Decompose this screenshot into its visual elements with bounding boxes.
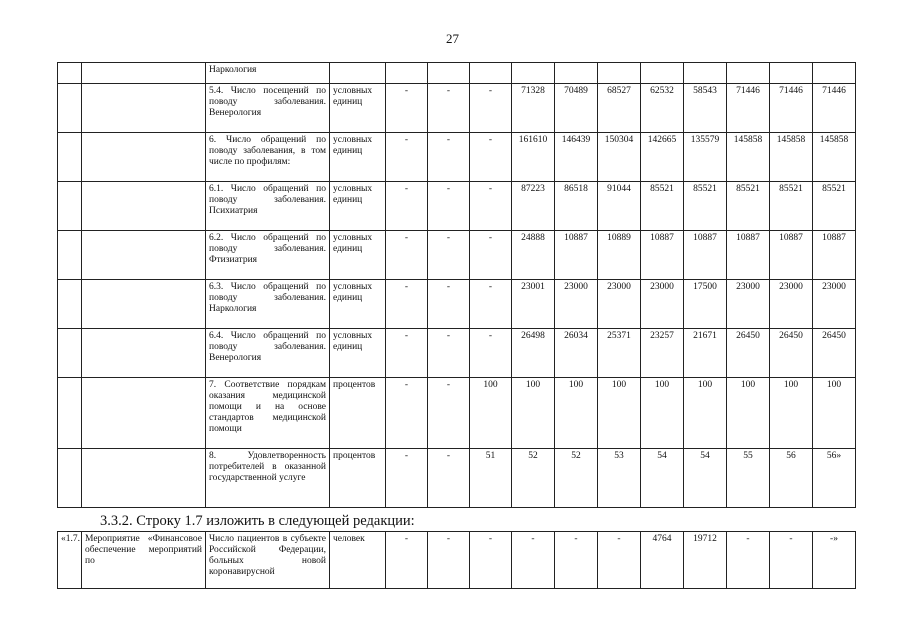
- value-cell: 145858: [813, 133, 856, 182]
- row-number-cell: [58, 449, 82, 508]
- value-cell: [470, 63, 512, 84]
- value-cell: -: [386, 378, 428, 449]
- value-cell: -: [386, 133, 428, 182]
- table-row: [58, 182, 856, 231]
- measure-cell: [82, 133, 206, 182]
- value-cell: 100: [555, 378, 598, 449]
- value-cell: -: [428, 182, 470, 231]
- value-cell: 85521: [641, 182, 684, 231]
- value-cell: 26450: [770, 329, 813, 378]
- value-cell: 145858: [727, 133, 770, 182]
- value-cell: 54: [684, 449, 727, 508]
- value-cell: 71446: [770, 84, 813, 133]
- value-cell: -: [386, 329, 428, 378]
- measure-cell: [82, 280, 206, 329]
- value-cell: 23257: [641, 329, 684, 378]
- measure-cell: [82, 449, 206, 508]
- measure-cell: [82, 378, 206, 449]
- row-number: «1.7.: [58, 532, 82, 589]
- measure-cell: [82, 63, 206, 84]
- value-cell: 26450: [727, 329, 770, 378]
- value-cell: 19712: [684, 532, 727, 589]
- value-cell: 146439: [555, 133, 598, 182]
- indicator-name: 6.2. Число обращений по поводу заболевания. Фтизиатрия: [206, 231, 330, 280]
- value-cell: 58543: [684, 84, 727, 133]
- value-cell: 100: [813, 378, 856, 449]
- value-cell: 100: [470, 378, 512, 449]
- indicator-name: 8. Удовлетворенность потребителей в оказанной государственной услуге: [206, 449, 330, 508]
- row-number-cell: [58, 63, 82, 84]
- table-row: [58, 63, 856, 84]
- value-cell: -: [770, 532, 813, 589]
- unit: процентов: [330, 378, 386, 449]
- value-cell: 100: [727, 378, 770, 449]
- unit: процентов: [330, 449, 386, 508]
- measure-row-1-7: [58, 532, 856, 589]
- value-cell: 91044: [598, 182, 641, 231]
- value-cell: 142665: [641, 133, 684, 182]
- value-cell: 100: [512, 378, 555, 449]
- value-cell: -: [470, 84, 512, 133]
- value-cell: 10887: [813, 231, 856, 280]
- value-cell: -: [428, 280, 470, 329]
- value-cell: 10887: [555, 231, 598, 280]
- value-cell: 10887: [727, 231, 770, 280]
- value-cell: 17500: [684, 280, 727, 329]
- value-cell: 23000: [770, 280, 813, 329]
- value-cell: -: [428, 378, 470, 449]
- indicator-name: 5.4. Число посещений по поводу заболевания. Венерология: [206, 84, 330, 133]
- value-cell: 54: [641, 449, 684, 508]
- value-cell: [598, 63, 641, 84]
- value-cell: -: [386, 84, 428, 133]
- value-cell: 85521: [813, 182, 856, 231]
- value-cell: 52: [512, 449, 555, 508]
- value-cell: 56»: [813, 449, 856, 508]
- value-cell: 161610: [512, 133, 555, 182]
- row-number-cell: [58, 378, 82, 449]
- value-cell: -»: [813, 532, 856, 589]
- value-cell: 25371: [598, 329, 641, 378]
- value-cell: 21671: [684, 329, 727, 378]
- value-cell: [727, 63, 770, 84]
- value-cell: -: [470, 133, 512, 182]
- value-cell: -: [598, 532, 641, 589]
- value-cell: 26498: [512, 329, 555, 378]
- value-cell: 100: [598, 378, 641, 449]
- value-cell: -: [386, 231, 428, 280]
- section-heading: 3.3.2. Строку 1.7 изложить в следующей редакции:: [100, 513, 415, 529]
- value-cell: -: [512, 532, 555, 589]
- indicators-table: [57, 62, 856, 508]
- value-cell: 56: [770, 449, 813, 508]
- value-cell: 85521: [770, 182, 813, 231]
- row-number-cell: [58, 280, 82, 329]
- value-cell: 85521: [727, 182, 770, 231]
- value-cell: [641, 63, 684, 84]
- value-cell: 10887: [641, 231, 684, 280]
- measure-cell: [82, 84, 206, 133]
- table-row: [58, 329, 856, 378]
- value-cell: 23000: [598, 280, 641, 329]
- value-cell: 150304: [598, 133, 641, 182]
- indicator-name: 7. Соответствие порядкам оказания медицинской помощи и на основе стандартов медицинской помощи: [206, 378, 330, 449]
- indicator-name: 6.3. Число обращений по поводу заболевания. Наркология: [206, 280, 330, 329]
- value-cell: 26450: [813, 329, 856, 378]
- value-cell: 51: [470, 449, 512, 508]
- value-cell: 85521: [684, 182, 727, 231]
- table-row: [58, 231, 856, 280]
- value-cell: 53: [598, 449, 641, 508]
- value-cell: 100: [641, 378, 684, 449]
- value-cell: 10887: [770, 231, 813, 280]
- value-cell: 71446: [727, 84, 770, 133]
- unit: условных единиц: [330, 280, 386, 329]
- value-cell: 68527: [598, 84, 641, 133]
- value-cell: 52: [555, 449, 598, 508]
- table-row: [58, 84, 856, 133]
- value-cell: 23000: [555, 280, 598, 329]
- value-cell: 26034: [555, 329, 598, 378]
- measure-name: Мероприятие «Финансовое обеспечение мероприятий по: [82, 532, 206, 589]
- value-cell: -: [428, 449, 470, 508]
- value-cell: [428, 63, 470, 84]
- value-cell: -: [470, 231, 512, 280]
- measure-cell: [82, 231, 206, 280]
- value-cell: 135579: [684, 133, 727, 182]
- page-number: 27: [446, 31, 459, 46]
- value-cell: 10889: [598, 231, 641, 280]
- value-cell: -: [428, 84, 470, 133]
- value-cell: 4764: [641, 532, 684, 589]
- table-row: [58, 449, 856, 508]
- value-cell: 86518: [555, 182, 598, 231]
- value-cell: 24888: [512, 231, 555, 280]
- row-number-cell: [58, 231, 82, 280]
- value-cell: -: [727, 532, 770, 589]
- indicator-name: 6.4. Число обращений по поводу заболевания. Венерология: [206, 329, 330, 378]
- value-cell: [813, 63, 856, 84]
- value-cell: [512, 63, 555, 84]
- unit: условных единиц: [330, 133, 386, 182]
- value-cell: 87223: [512, 182, 555, 231]
- measure-cell: [82, 182, 206, 231]
- indicator-name: 6.1. Число обращений по поводу заболевания. Психиатрия: [206, 182, 330, 231]
- value-cell: 62532: [641, 84, 684, 133]
- value-cell: -: [386, 532, 428, 589]
- value-cell: -: [386, 280, 428, 329]
- measure-cell: [82, 329, 206, 378]
- row-number-cell: [58, 329, 82, 378]
- value-cell: 55: [727, 449, 770, 508]
- unit: условных единиц: [330, 231, 386, 280]
- table-row: [58, 280, 856, 329]
- value-cell: 71328: [512, 84, 555, 133]
- indicator-name: Число пациентов в субъекте Российской Федерации, больных новой коронавирусной: [206, 532, 330, 589]
- value-cell: 23001: [512, 280, 555, 329]
- value-cell: -: [470, 280, 512, 329]
- unit: условных единиц: [330, 329, 386, 378]
- value-cell: 71446: [813, 84, 856, 133]
- indicator-name: 6. Число обращений по поводу заболевания, в том числе по профилям:: [206, 133, 330, 182]
- value-cell: -: [386, 182, 428, 231]
- value-cell: [684, 63, 727, 84]
- value-cell: -: [428, 231, 470, 280]
- table-row: [58, 378, 856, 449]
- unit: [330, 63, 386, 84]
- indicator-name: Наркология: [206, 63, 330, 84]
- value-cell: -: [386, 449, 428, 508]
- value-cell: 100: [770, 378, 813, 449]
- value-cell: 100: [684, 378, 727, 449]
- row-number-cell: [58, 84, 82, 133]
- unit: условных единиц: [330, 84, 386, 133]
- value-cell: 70489: [555, 84, 598, 133]
- value-cell: 23000: [641, 280, 684, 329]
- value-cell: -: [428, 532, 470, 589]
- value-cell: [770, 63, 813, 84]
- value-cell: 23000: [813, 280, 856, 329]
- row-number-cell: [58, 133, 82, 182]
- value-cell: -: [470, 329, 512, 378]
- row-number-cell: [58, 182, 82, 231]
- value-cell: [386, 63, 428, 84]
- value-cell: -: [428, 329, 470, 378]
- value-cell: -: [470, 182, 512, 231]
- measure-table: [57, 531, 856, 589]
- value-cell: [555, 63, 598, 84]
- value-cell: -: [470, 532, 512, 589]
- value-cell: 10887: [684, 231, 727, 280]
- table-row: [58, 133, 856, 182]
- unit: человек: [330, 532, 386, 589]
- value-cell: 145858: [770, 133, 813, 182]
- value-cell: -: [428, 133, 470, 182]
- value-cell: -: [555, 532, 598, 589]
- unit: условных единиц: [330, 182, 386, 231]
- value-cell: 23000: [727, 280, 770, 329]
